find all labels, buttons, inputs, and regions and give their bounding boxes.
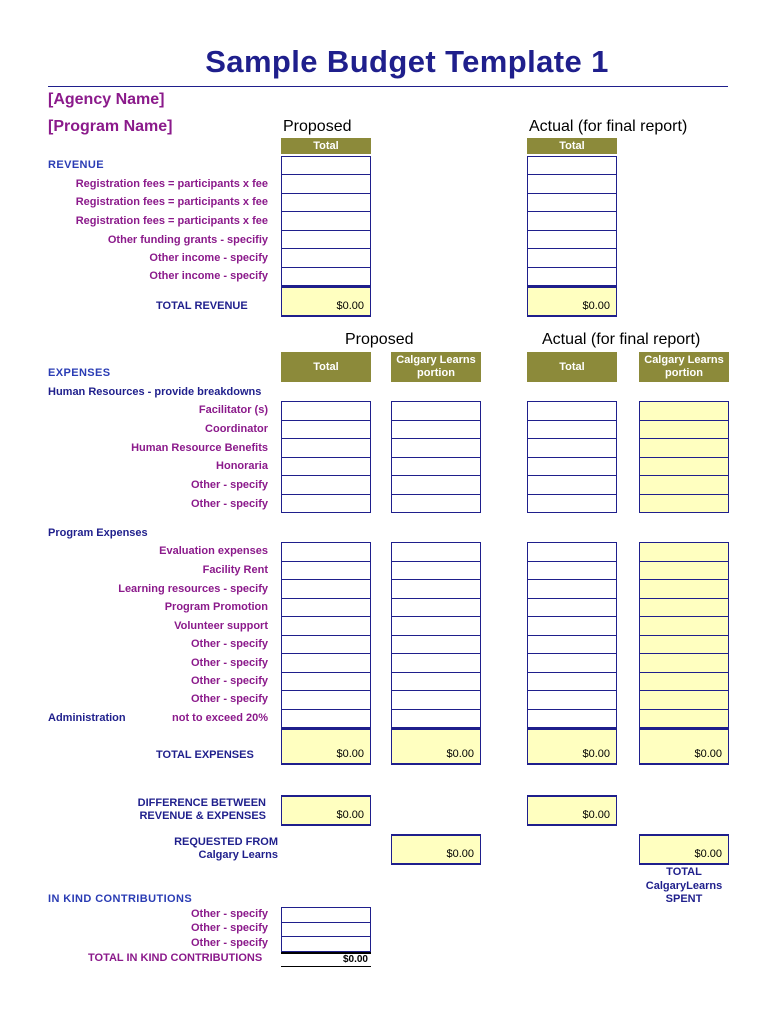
total-in-kind-label: TOTAL IN KIND CONTRIBUTIONS	[88, 952, 263, 964]
program-item-label: Other - specify	[190, 675, 268, 687]
expense-cell[interactable]	[640, 495, 728, 513]
expenses-proposed-total-header: Total	[281, 352, 371, 382]
expense-cell[interactable]	[528, 439, 616, 458]
revenue-section-label: REVENUE	[48, 159, 104, 171]
expense-cell[interactable]	[282, 580, 370, 599]
expense-cell[interactable]	[282, 562, 370, 581]
expense-cell[interactable]	[528, 654, 616, 673]
expense-cell[interactable]	[640, 599, 728, 618]
program-item-label: Other - specify	[190, 638, 268, 650]
administration-note: not to exceed 20%	[172, 712, 268, 724]
total-expenses-actual: $0.00	[527, 728, 617, 765]
revenue-proposed-inputs	[281, 156, 371, 286]
expenses-section-label: EXPENSES	[48, 367, 111, 379]
expense-cell[interactable]	[528, 691, 616, 710]
revenue-proposed-cell[interactable]	[282, 231, 370, 249]
in-kind-section-label: IN KIND CONTRIBUTIONS	[48, 893, 193, 905]
expenses-actual-total-header: Total	[527, 352, 617, 382]
expense-cell[interactable]	[282, 543, 370, 562]
title-rule	[48, 86, 728, 87]
hr-section-header: Human Resources - provide breakdowns	[48, 386, 262, 398]
expense-cell[interactable]	[392, 458, 480, 477]
revenue-actual-heading: Actual (for final report)	[529, 118, 688, 135]
revenue-actual-cell[interactable]	[528, 194, 616, 212]
in-kind-cell[interactable]	[282, 908, 370, 923]
in-kind-item-label: Other - specify	[190, 937, 268, 949]
expense-cell[interactable]	[282, 495, 370, 513]
hr-actual-total-inputs	[527, 401, 617, 513]
expense-cell[interactable]	[282, 402, 370, 421]
program-item-label: Learning resources - specify	[118, 583, 268, 595]
revenue-actual-cell[interactable]	[528, 249, 616, 267]
expense-cell[interactable]	[640, 617, 728, 636]
expense-cell[interactable]	[640, 636, 728, 655]
expense-cell[interactable]	[282, 636, 370, 655]
in-kind-item-label: Other - specify	[190, 908, 268, 920]
program-name[interactable]: [Program Name]	[48, 118, 173, 135]
expenses-proposed-heading: Proposed	[345, 331, 414, 348]
administration-label: Administration	[48, 712, 126, 724]
expense-cell[interactable]	[282, 654, 370, 673]
expense-cell[interactable]	[282, 691, 370, 710]
revenue-item-label: Other funding grants - specifiy	[107, 234, 268, 246]
revenue-item-label: Other income - specify	[149, 252, 268, 264]
page-title: Sample Budget Template 1	[205, 44, 609, 79]
total-in-kind-value: $0.00	[281, 952, 371, 967]
difference-label-line2: REVENUE & EXPENSES	[139, 810, 266, 822]
revenue-proposed-total-header: Total	[281, 138, 371, 154]
expense-cell[interactable]	[528, 495, 616, 513]
total-expenses-proposed: $0.00	[281, 728, 371, 765]
program-item-label: Volunteer support	[174, 620, 268, 632]
program-actual-cl-inputs	[639, 542, 729, 728]
program-proposed-total-inputs	[281, 542, 371, 728]
expense-cell[interactable]	[528, 710, 616, 728]
expense-cell[interactable]	[528, 673, 616, 692]
expense-cell[interactable]	[282, 458, 370, 477]
expenses-actual-heading: Actual (for final report)	[542, 331, 701, 348]
in-kind-item-label: Other - specify	[190, 922, 268, 934]
revenue-proposed-cell[interactable]	[282, 175, 370, 193]
spent-label-line3: SPENT	[665, 893, 703, 905]
hr-proposed-cl-inputs	[391, 401, 481, 513]
expense-cell[interactable]	[640, 654, 728, 673]
in-kind-cell[interactable]	[282, 923, 370, 938]
hr-item-label: Human Resource Benefits	[131, 442, 268, 454]
revenue-proposed-cell[interactable]	[282, 157, 370, 175]
in-kind-cell[interactable]	[282, 937, 370, 951]
program-expenses-header: Program Expenses	[48, 527, 148, 539]
expense-cell[interactable]	[282, 476, 370, 495]
hr-item-label: Other - specify	[190, 498, 268, 510]
difference-actual: $0.00	[527, 795, 617, 826]
expense-cell[interactable]	[640, 402, 728, 421]
program-item-label: Facility Rent	[202, 564, 268, 576]
program-item-label: Other - specify	[190, 657, 268, 669]
expense-cell[interactable]	[640, 691, 728, 710]
expense-cell[interactable]	[528, 580, 616, 599]
expense-cell[interactable]	[392, 580, 480, 599]
expense-cell[interactable]	[392, 402, 480, 421]
expense-cell[interactable]	[282, 421, 370, 440]
expense-cell[interactable]	[640, 421, 728, 440]
revenue-actual-cell[interactable]	[528, 157, 616, 175]
program-actual-total-inputs	[527, 542, 617, 728]
revenue-actual-inputs	[527, 156, 617, 286]
expense-cell[interactable]	[528, 599, 616, 618]
revenue-actual-cell[interactable]	[528, 175, 616, 193]
expense-cell[interactable]	[392, 562, 480, 581]
expense-cell[interactable]	[392, 476, 480, 495]
expense-cell[interactable]	[640, 673, 728, 692]
expense-cell[interactable]	[392, 421, 480, 440]
program-item-label: Other - specify	[190, 693, 268, 705]
revenue-proposed-cell[interactable]	[282, 212, 370, 230]
revenue-item-label: Other income - specify	[149, 270, 268, 282]
total-revenue-label: TOTAL REVENUE	[156, 300, 248, 312]
total-revenue-actual: $0.00	[527, 286, 617, 317]
expense-cell[interactable]	[528, 543, 616, 562]
expense-cell[interactable]	[392, 543, 480, 562]
expense-cell[interactable]	[392, 495, 480, 513]
expenses-actual-cl-header: Calgary Learns portion	[639, 352, 729, 382]
expense-cell[interactable]	[282, 673, 370, 692]
revenue-proposed-heading: Proposed	[283, 118, 352, 135]
expense-cell[interactable]	[392, 617, 480, 636]
revenue-item-label: Registration fees = participants x fee	[75, 196, 268, 208]
total-expenses-actual-cl: $0.00	[639, 728, 729, 765]
hr-proposed-total-inputs	[281, 401, 371, 513]
total-revenue-proposed: $0.00	[281, 286, 371, 317]
expense-cell[interactable]	[392, 710, 480, 728]
hr-item-label: Coordinator	[205, 423, 268, 435]
difference-label-line1: DIFFERENCE BETWEEN	[137, 797, 266, 809]
expense-cell[interactable]	[282, 710, 370, 728]
expense-cell[interactable]	[640, 476, 728, 495]
expense-cell[interactable]	[640, 710, 728, 728]
program-item-label: Evaluation expenses	[159, 545, 268, 557]
agency-name[interactable]: [Agency Name]	[48, 91, 165, 108]
expense-cell[interactable]	[392, 599, 480, 618]
requested-actual: $0.00	[639, 834, 729, 865]
expense-cell[interactable]	[528, 617, 616, 636]
expenses-proposed-cl-header: Calgary Learns portion	[391, 352, 481, 382]
revenue-proposed-cell[interactable]	[282, 249, 370, 267]
spent-label-line2: CalgaryLearns	[645, 880, 723, 892]
hr-item-label: Facilitator (s)	[198, 404, 268, 416]
hr-item-label: Other - specify	[190, 479, 268, 491]
requested-proposed: $0.00	[391, 834, 481, 865]
expense-cell[interactable]	[528, 636, 616, 655]
expense-cell[interactable]	[640, 439, 728, 458]
expense-cell[interactable]	[528, 458, 616, 477]
in-kind-inputs	[281, 907, 371, 952]
expense-cell[interactable]	[282, 617, 370, 636]
revenue-actual-cell[interactable]	[528, 231, 616, 249]
expense-cell[interactable]	[528, 562, 616, 581]
program-item-label: Program Promotion	[164, 601, 268, 613]
revenue-actual-cell[interactable]	[528, 212, 616, 230]
total-expenses-label: TOTAL EXPENSES	[156, 749, 254, 761]
spent-label-line1: TOTAL	[666, 866, 702, 878]
expense-cell[interactable]	[392, 654, 480, 673]
expense-cell[interactable]	[640, 543, 728, 562]
hr-actual-cl-inputs	[639, 401, 729, 513]
expense-cell[interactable]	[392, 691, 480, 710]
hr-item-label: Honoraria	[216, 460, 268, 472]
expense-cell[interactable]	[282, 599, 370, 618]
expense-cell[interactable]	[528, 476, 616, 495]
expense-cell[interactable]	[392, 673, 480, 692]
program-proposed-cl-inputs	[391, 542, 481, 728]
expense-cell[interactable]	[528, 421, 616, 440]
requested-label-line1: REQUESTED FROM	[174, 836, 278, 848]
expense-cell[interactable]	[392, 636, 480, 655]
revenue-proposed-cell[interactable]	[282, 194, 370, 212]
revenue-item-label: Registration fees = participants x fee	[75, 178, 268, 190]
revenue-item-label: Registration fees = participants x fee	[75, 215, 268, 227]
expense-cell[interactable]	[640, 562, 728, 581]
revenue-actual-total-header: Total	[527, 138, 617, 154]
expense-cell[interactable]	[528, 402, 616, 421]
expense-cell[interactable]	[640, 580, 728, 599]
expense-cell[interactable]	[282, 439, 370, 458]
expense-cell[interactable]	[392, 439, 480, 458]
difference-proposed: $0.00	[281, 795, 371, 826]
total-expenses-proposed-cl: $0.00	[391, 728, 481, 765]
expense-cell[interactable]	[640, 458, 728, 477]
revenue-proposed-cell[interactable]	[282, 268, 370, 285]
requested-label-line2: Calgary Learns	[198, 849, 278, 861]
revenue-actual-cell[interactable]	[528, 268, 616, 285]
